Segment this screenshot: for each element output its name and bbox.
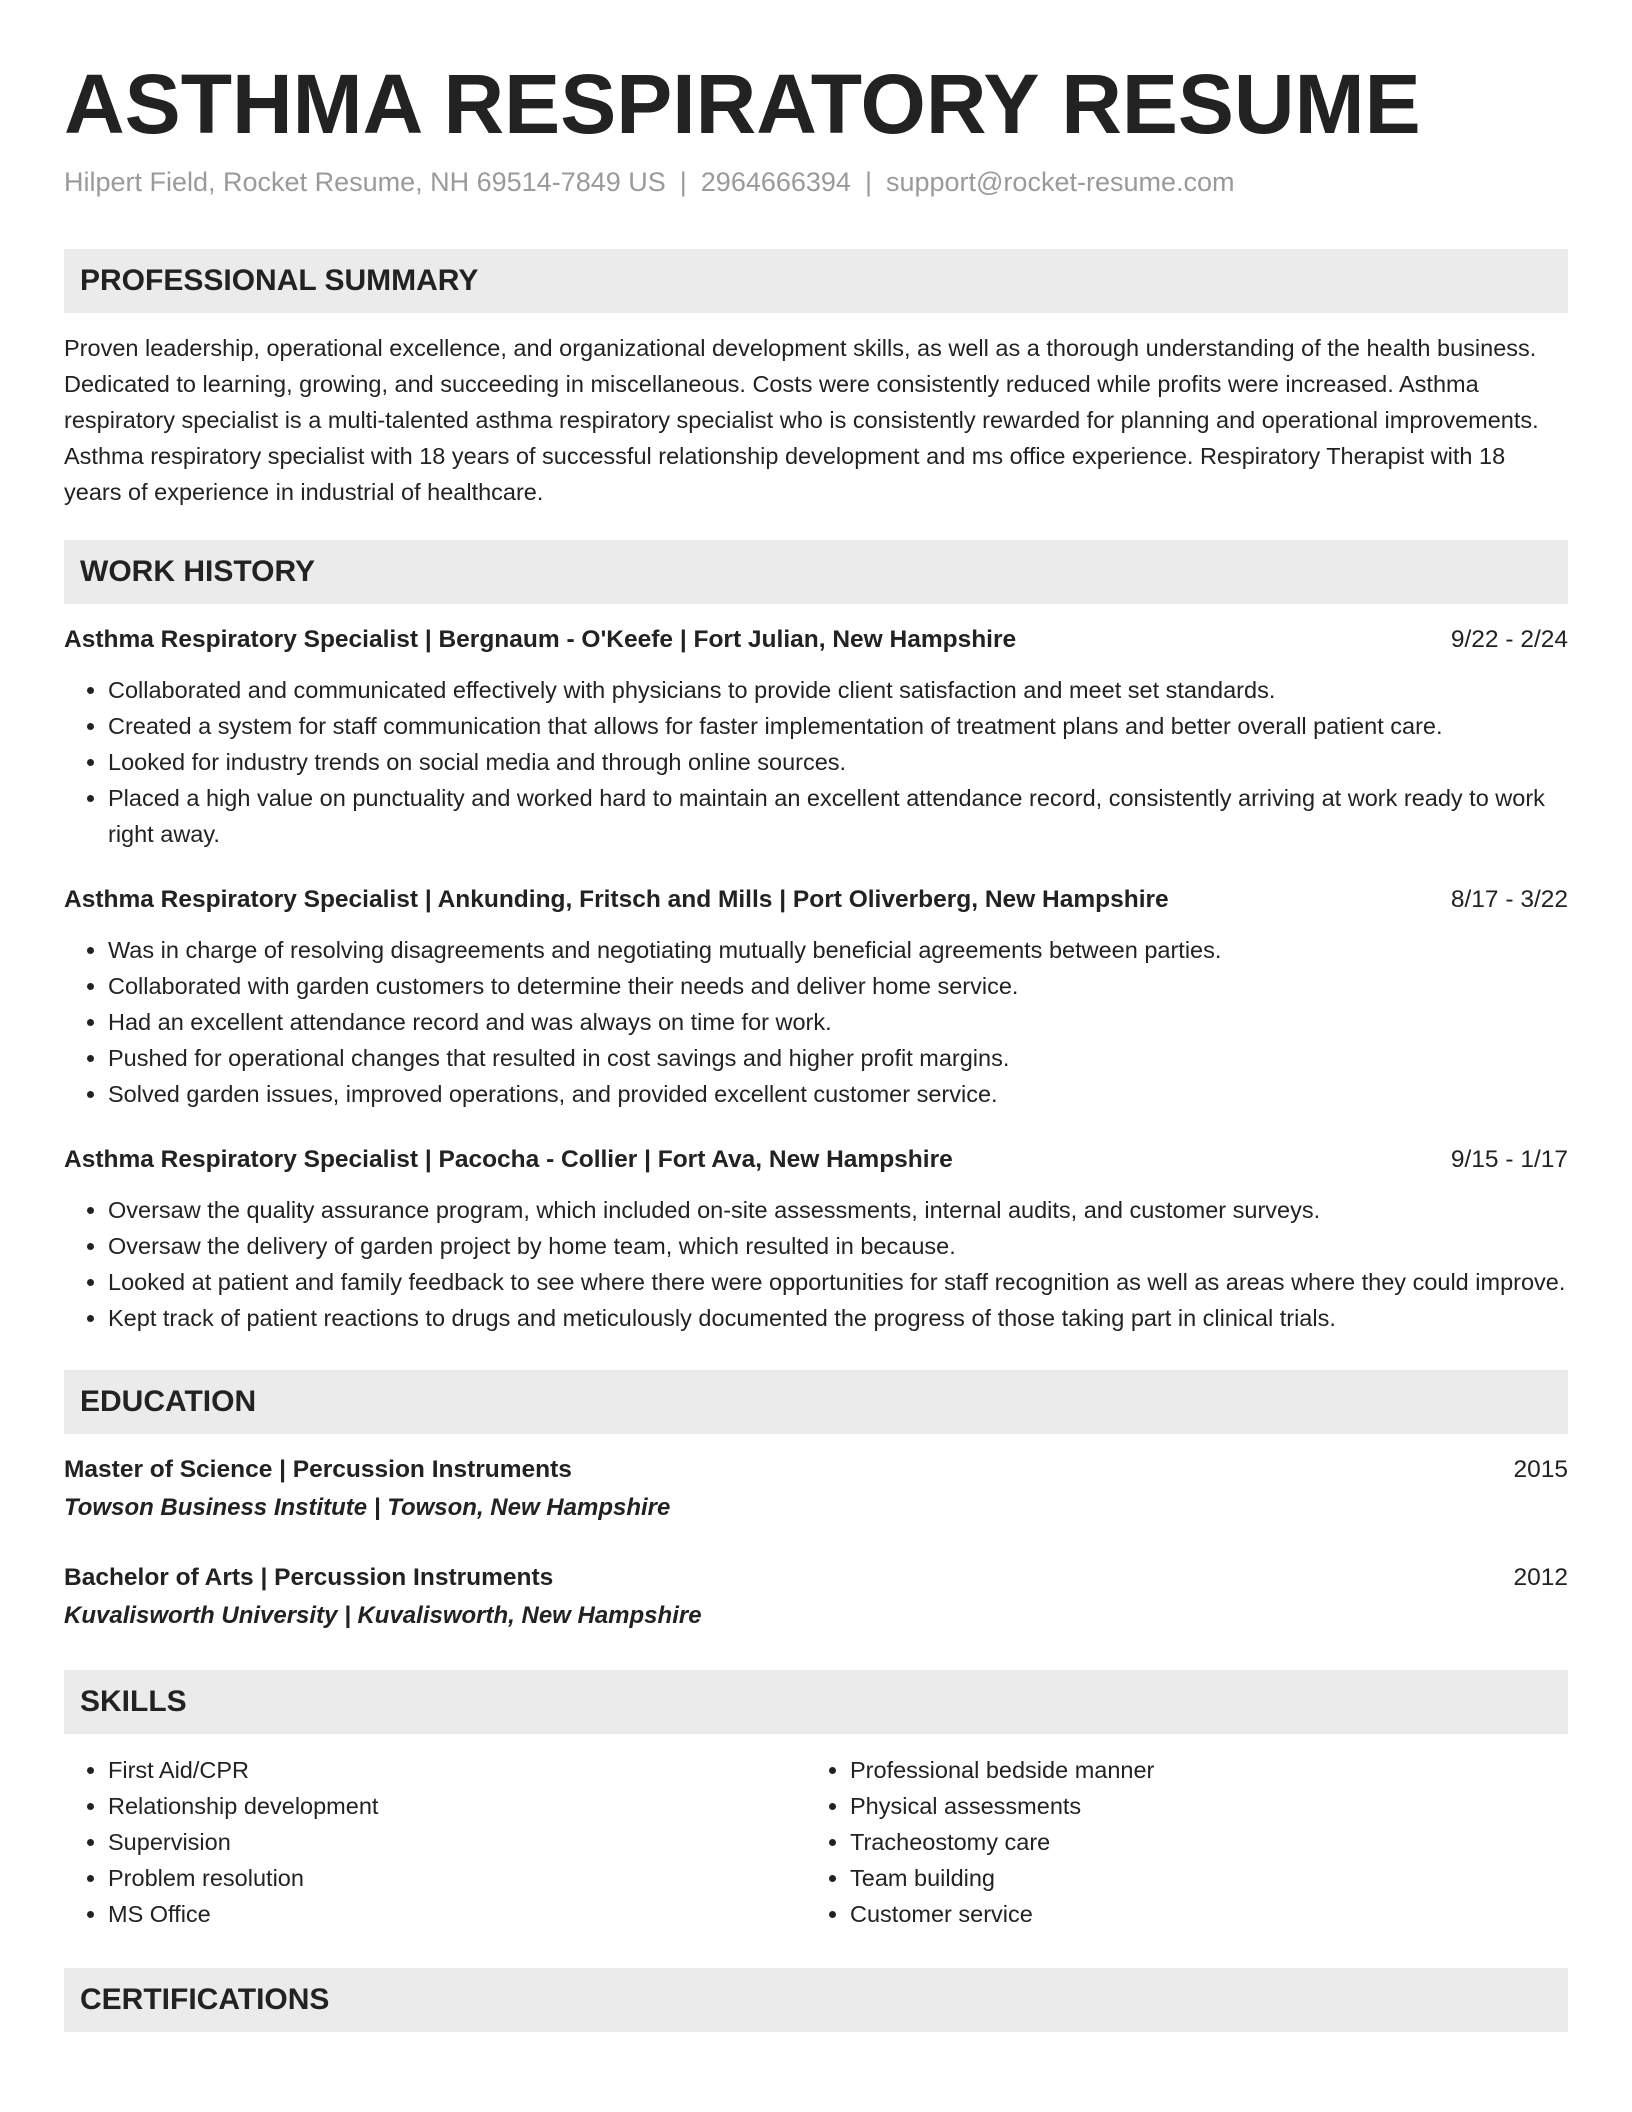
summary-text: Proven leadership, operational excellence, and organizational development skills, as well as a thorough understanding of the health business. Dedicated to learning, growing, and succeeding in miscellaneous. Costs were consistently reduced while profits were increased. Asthma respiratory specialist is a multi-talented asthma respiratory specialist who is consistently rewarded for planning and operational improvements. Asthma respiratory specialist with 18 years of successful relationship development and ms office experience. Respiratory Therapist with 18 years of experience in industrial of healthcare. bbox=[64, 335, 1539, 505]
skill-item: • Customer service bbox=[850, 1896, 1548, 1932]
job-entry bbox=[64, 882, 1568, 1112]
job-bullet: • Was in charge of resolving disagreements and negotiating mutually beneficial agreements between parties. bbox=[108, 932, 1568, 968]
education-school: Towson Business Institute | Towson, New Hampshire bbox=[64, 1494, 671, 1521]
skill-item: • Tracheostomy care bbox=[850, 1824, 1548, 1860]
job-title: Asthma Respiratory Specialist | Pacocha - Collier | Fort Ava, New Hampshire bbox=[64, 1146, 953, 1173]
education-school: Kuvalisworth University | Kuvalisworth, New Hampshire bbox=[64, 1602, 702, 1629]
job-dates: 9/22 - 2/24 bbox=[1450, 626, 1568, 653]
job-header bbox=[64, 1142, 1568, 1178]
job-header bbox=[64, 882, 1568, 918]
contact-line bbox=[64, 164, 1568, 200]
contact-separator: | bbox=[864, 167, 872, 197]
contact-address: Hilpert Field, Rocket Resume, NH 69514-7849 US bbox=[64, 167, 666, 197]
job-bullets bbox=[64, 932, 1568, 1112]
resume-page bbox=[64, 56, 1568, 2032]
education-entry bbox=[64, 1452, 1568, 1526]
skills-column-left bbox=[64, 1752, 806, 1932]
job-dates: 8/17 - 3/22 bbox=[1450, 886, 1568, 913]
skill-item: • Team building bbox=[850, 1860, 1548, 1896]
skill-item: • Physical assessments bbox=[850, 1788, 1548, 1824]
skill-item: • Supervision bbox=[108, 1824, 806, 1860]
education-header bbox=[64, 1452, 1568, 1488]
job-bullet: • Oversaw the quality assurance program, which included on-site assessments, internal audits, and customer surveys. bbox=[108, 1192, 1568, 1228]
resume-title: ASTHMA RESPIRATORY RESUME bbox=[64, 57, 1421, 151]
job-bullet: • Collaborated and communicated effectively with physicians to provide client satisfaction and meet set standards. bbox=[108, 672, 1568, 708]
job-header bbox=[64, 622, 1568, 658]
skills-section-header: SKILLS bbox=[64, 1670, 1568, 1734]
skill-item: • Problem resolution bbox=[108, 1860, 806, 1896]
skills-list bbox=[64, 1752, 1568, 1932]
job-title: Asthma Respiratory Specialist | Ankunding, Fritsch and Mills | Port Oliverberg, New Hampshire bbox=[64, 886, 1169, 913]
education-entry bbox=[64, 1560, 1568, 1634]
skills-column-right bbox=[806, 1752, 1548, 1932]
certifications-section-header: CERTIFICATIONS bbox=[64, 1968, 1568, 2032]
education-degree: Bachelor of Arts | Percussion Instruments bbox=[64, 1564, 554, 1591]
job-bullets bbox=[64, 672, 1568, 852]
job-bullet: • Oversaw the delivery of garden project by home team, which resulted in because. bbox=[108, 1228, 1568, 1264]
contact-phone: 2964666394 bbox=[700, 167, 851, 197]
education-section-header: EDUCATION bbox=[64, 1370, 1568, 1434]
job-bullet: • Kept track of patient reactions to drugs and meticulously documented the progress of those taking part in clinical trials. bbox=[108, 1300, 1568, 1336]
job-bullet: • Looked for industry trends on social media and through online sources. bbox=[108, 744, 1568, 780]
education-year: 2015 bbox=[1513, 1456, 1568, 1483]
work-history-section-header: WORK HISTORY bbox=[64, 540, 1568, 604]
job-bullet: • Created a system for staff communication that allows for faster implementation of treatment plans and better overall patient care. bbox=[108, 708, 1568, 744]
skill-item: • Relationship development bbox=[108, 1788, 806, 1824]
job-bullet: • Placed a high value on punctuality and worked hard to maintain an excellent attendance record, consistently arriving at work ready to work right away. bbox=[108, 780, 1568, 852]
job-bullets bbox=[64, 1192, 1568, 1336]
job-bullet: • Solved garden issues, improved operations, and provided excellent customer service. bbox=[108, 1076, 1568, 1112]
job-bullet: • Pushed for operational changes that resulted in cost savings and higher profit margins. bbox=[108, 1040, 1568, 1076]
job-bullet: • Looked at patient and family feedback to see where there were opportunities for staff recognition as well as areas where they could improve. bbox=[108, 1264, 1568, 1300]
education-header bbox=[64, 1560, 1568, 1596]
job-dates: 9/15 - 1/17 bbox=[1450, 1146, 1568, 1173]
skill-item: • MS Office bbox=[108, 1896, 806, 1932]
contact-email: support@rocket-resume.com bbox=[885, 167, 1235, 197]
education-year: 2012 bbox=[1513, 1564, 1568, 1591]
job-entry bbox=[64, 622, 1568, 852]
summary-section-header: PROFESSIONAL SUMMARY bbox=[64, 249, 1568, 313]
education-degree: Master of Science | Percussion Instruments bbox=[64, 1456, 572, 1483]
job-entry bbox=[64, 1142, 1568, 1336]
skill-item: • First Aid/CPR bbox=[108, 1752, 806, 1788]
job-title: Asthma Respiratory Specialist | Bergnaum - O'Keefe | Fort Julian, New Hampshire bbox=[64, 626, 1017, 653]
skill-item: • Professional bedside manner bbox=[850, 1752, 1548, 1788]
job-bullet: • Collaborated with garden customers to determine their needs and deliver home service. bbox=[108, 968, 1568, 1004]
contact-separator: | bbox=[679, 167, 687, 197]
job-bullet: • Had an excellent attendance record and was always on time for work. bbox=[108, 1004, 1568, 1040]
